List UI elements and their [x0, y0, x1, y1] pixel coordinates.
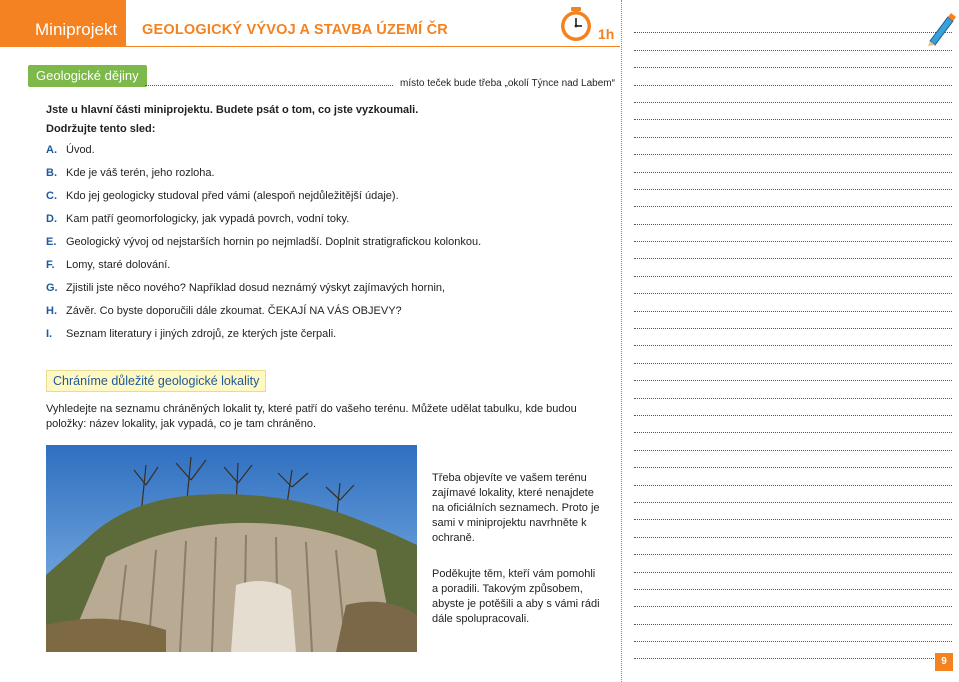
step-text: Kam patří geomorfologicky, jak vypadá povrch, vodní toky.	[66, 213, 350, 225]
writing-line	[634, 51, 952, 68]
writing-line	[634, 625, 952, 642]
header-brand-box	[0, 0, 126, 47]
step-letter: D.	[46, 213, 57, 225]
step-item	[46, 304, 481, 327]
writing-line	[634, 155, 952, 172]
writing-line	[634, 503, 952, 520]
step-letter: F.	[46, 259, 55, 271]
writing-line	[634, 329, 952, 346]
writing-line	[634, 242, 952, 259]
writing-line	[634, 138, 952, 155]
step-text: Lomy, staré dolování.	[66, 259, 171, 271]
writing-line	[634, 277, 952, 294]
header-brand: Miniprojekt	[35, 20, 118, 39]
dots-note: místo teček bude třeba „okolí Týnce nad Labem“	[400, 78, 615, 89]
writing-line	[634, 207, 952, 224]
step-text: Kde je váš terén, jeho rozloha.	[66, 167, 215, 179]
section-heading-protected-sites: Chráníme důležité geologické lokality	[46, 370, 266, 392]
step-text: Kdo jej geologicky studoval před vámi (alespoň nejdůležitější údaje).	[66, 190, 399, 202]
writing-line	[634, 468, 952, 485]
writing-line	[634, 381, 952, 398]
step-item	[46, 143, 481, 166]
intro-line-1: Jste u hlavní části miniprojektu. Budete psát o tom, co jste vyzkoumali.	[46, 104, 419, 116]
page-title: GEOLOGICKÝ VÝVOJ A STAVBA ÚZEMÍ ČR	[142, 22, 448, 38]
writing-line	[634, 190, 952, 207]
header-rule	[126, 46, 620, 47]
writing-line	[634, 416, 952, 433]
step-letter: G.	[46, 282, 58, 294]
writing-line	[634, 433, 952, 450]
step-item	[46, 212, 481, 235]
step-item	[46, 235, 481, 258]
pencil-icon	[924, 11, 956, 47]
writing-line	[634, 346, 952, 363]
column-divider	[621, 0, 622, 682]
writing-line	[634, 555, 952, 572]
writing-line	[634, 486, 952, 503]
writing-line	[634, 364, 952, 381]
clock-icon	[557, 5, 595, 43]
section-heading-geologic-history: Geologické dějiny	[28, 65, 147, 87]
writing-line	[634, 103, 952, 120]
writing-line	[634, 259, 952, 276]
writing-line	[634, 590, 952, 607]
step-text: Závěr. Co byste doporučili dále zkoumat. ČEKAJÍ NA VÁS OBJEVY?	[66, 305, 402, 317]
writing-line	[634, 86, 952, 103]
step-text: Geologický vývoj od nejstarších hornin po nejmladší. Doplnit stratigrafickou kolonkou.	[66, 236, 482, 248]
step-item	[46, 166, 481, 189]
writing-line	[634, 173, 952, 190]
page-number: 9	[935, 653, 953, 671]
step-text: Zjistili jste něco nového? Například dosud neznámý výskyt zajímavých hornin,	[66, 282, 446, 294]
writing-line	[634, 225, 952, 242]
writing-line	[634, 451, 952, 468]
writing-line	[634, 16, 952, 33]
rock-outcrop-photo	[46, 445, 417, 652]
duration-label: 1h	[598, 26, 615, 42]
writing-line	[634, 68, 952, 85]
writing-line	[634, 120, 952, 137]
writing-line	[634, 399, 952, 416]
step-text: Úvod.	[66, 144, 95, 156]
writing-line	[634, 642, 952, 659]
dotted-fill-line	[145, 85, 393, 86]
steps-list	[46, 143, 481, 350]
notes-lines	[634, 16, 952, 659]
step-item	[46, 258, 481, 281]
step-item	[46, 281, 481, 304]
step-letter: B.	[46, 167, 57, 179]
intro-text	[46, 101, 418, 139]
protected-sites-paragraph: Vyhledejte na seznamu chráněných lokalit ty, které patří do vašeho terénu. Můžete udělat tabulku, kde budou položky: název lokality, jak vypadá, co je tam chráněno.	[46, 403, 577, 430]
step-letter: E.	[46, 236, 57, 248]
side-note-thank-helpers: Poděkujte těm, kteří vám pomohli a poradili. Takovým způsobem, abyste je potěšili a aby s vámi rádi dále spolupracovali.	[432, 568, 600, 625]
writing-line	[634, 33, 952, 50]
side-note-propose-sites: Třeba objevíte ve vašem terénu zajímavé lokality, které nenajdete na oficiálních seznamech. Proto je sami v miniprojektu navrhněte k ochraně.	[432, 472, 600, 544]
writing-line	[634, 573, 952, 590]
writing-line	[634, 607, 952, 624]
step-item	[46, 327, 481, 350]
writing-line	[634, 538, 952, 555]
step-letter: I.	[46, 328, 53, 340]
step-letter: C.	[46, 190, 57, 202]
step-text: Seznam literatury i jiných zdrojů, ze kterých jste čerpali.	[66, 328, 337, 340]
step-item	[46, 189, 481, 212]
writing-line	[634, 294, 952, 311]
step-letter: H.	[46, 305, 57, 317]
intro-line-2: Dodržujte tento sled:	[46, 123, 156, 135]
step-letter: A.	[46, 144, 57, 156]
writing-line	[634, 520, 952, 537]
writing-line	[634, 312, 952, 329]
